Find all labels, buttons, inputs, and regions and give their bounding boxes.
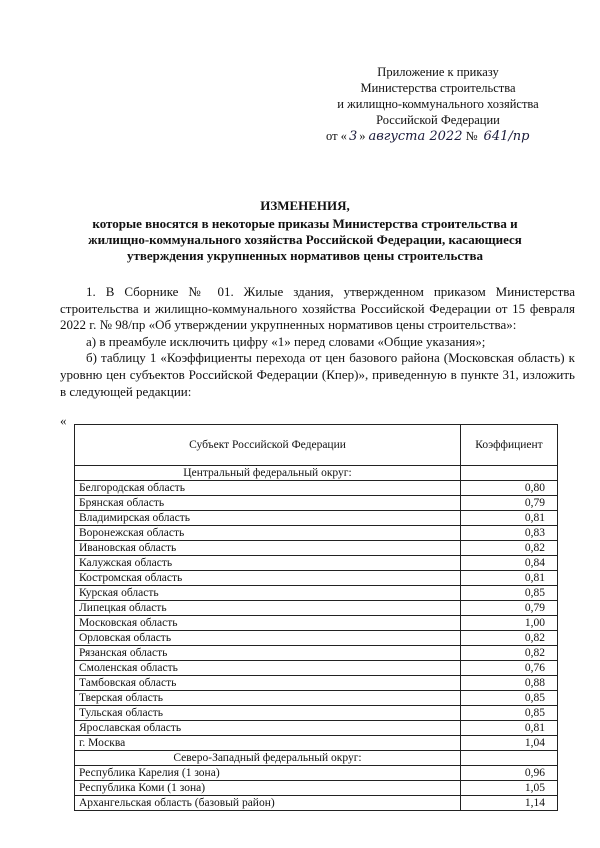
handwritten-number: 641/пр [483, 129, 530, 144]
table-row [75, 496, 558, 511]
paragraph-1: 1. В Сборнике № 01. Жилые здания, утвержденном приказом Министерства строительства и жилищно-коммунального хозяйства Российской Федерации от 15 февраля 2022 г. № 98/пр «Об утверждении укрупненных нормативов цены строительства»: [60, 284, 575, 333]
table-row [75, 676, 558, 691]
region-name: Московская область [75, 616, 461, 631]
group-title: Северо-Западный федеральный округ: [75, 751, 461, 766]
handwritten-month: августа 2022 [368, 129, 463, 144]
region-name: Костромская область [75, 571, 461, 586]
region-name: Калужская область [75, 556, 461, 571]
title-line: которые вносятся в некоторые приказы Министерства строительства и [92, 216, 518, 231]
handwritten-day: 3 [348, 129, 358, 144]
region-name: Тамбовская область [75, 676, 461, 691]
region-name: Орловская область [75, 631, 461, 646]
table-row [75, 706, 558, 721]
date-prefix: от « [326, 129, 347, 143]
coefficient-value: 0,82 [461, 646, 558, 661]
column-header-coefficient: Коэффициент [461, 425, 558, 466]
table-row [75, 766, 558, 781]
appendix-line: Приложение к приказу [377, 65, 499, 79]
title-line: утверждения укрупненных нормативов цены строительства [126, 248, 483, 263]
coefficient-value: 1,14 [461, 796, 558, 811]
table-row [75, 556, 558, 571]
region-name: Брянская область [75, 496, 461, 511]
table-row [75, 526, 558, 541]
table-row [75, 511, 558, 526]
title-heading: ИЗМЕНЕНИЯ, [260, 198, 350, 213]
table-row [75, 721, 558, 736]
coefficient-value: 1,00 [461, 616, 558, 631]
coefficient-value: 0,96 [461, 766, 558, 781]
region-name: Тверская область [75, 691, 461, 706]
region-name: Республика Коми (1 зона) [75, 781, 461, 796]
coefficients-table [74, 424, 558, 811]
coefficient-value: 0,88 [461, 676, 558, 691]
region-name: Владимирская область [75, 511, 461, 526]
paragraph-a: а) в преамбуле исключить цифру «1» перед словами «Общие указания»; [86, 333, 486, 349]
group-title: Центральный федеральный округ: [75, 466, 461, 481]
region-name: Белгородская область [75, 481, 461, 496]
coefficient-value: 0,82 [461, 541, 558, 556]
coefficient-value: 0,81 [461, 721, 558, 736]
coefficient-value: 0,81 [461, 511, 558, 526]
coefficient-value: 1,05 [461, 781, 558, 796]
region-name: Воронежская область [75, 526, 461, 541]
coefficient-value: 0,82 [461, 631, 558, 646]
opening-quote: « [60, 413, 67, 428]
region-name: Ивановская область [75, 541, 461, 556]
order-date-number [318, 128, 558, 145]
empty-cell [461, 751, 558, 766]
region-name: Смоленская область [75, 661, 461, 676]
appendix-line: Российской Федерации [376, 113, 500, 127]
paragraph-b: б) таблицу 1 «Коэффициенты перехода от цен базового района (Московская область) к уровню цен субъектов Российской Федерации (Кпер)», приведенную в пункте 31, изложить в следующей редакции: [60, 350, 575, 399]
table-row [75, 646, 558, 661]
column-header-subject: Субъект Российской Федерации [75, 425, 461, 466]
region-name: Тульская область [75, 706, 461, 721]
date-mid: » [359, 129, 366, 143]
table-row [75, 781, 558, 796]
coefficient-value: 0,79 [461, 601, 558, 616]
coefficient-value: 0,84 [461, 556, 558, 571]
coefficient-value: 0,76 [461, 661, 558, 676]
region-name: Ярославская область [75, 721, 461, 736]
number-prefix: № [465, 129, 478, 143]
appendix-line: и жилищно-коммунального хозяйства [337, 97, 539, 111]
table-row [75, 661, 558, 676]
coefficient-value: 0,83 [461, 526, 558, 541]
table-row [75, 796, 558, 811]
coefficient-value: 1,04 [461, 736, 558, 751]
coefficient-value: 0,85 [461, 706, 558, 721]
table-row [75, 736, 558, 751]
coefficient-value: 0,81 [461, 571, 558, 586]
region-name: Республика Карелия (1 зона) [75, 766, 461, 781]
region-name: Липецкая область [75, 601, 461, 616]
region-name: Курская область [75, 586, 461, 601]
table-row [75, 541, 558, 556]
coefficient-value: 0,85 [461, 586, 558, 601]
group-row [75, 466, 558, 481]
group-row [75, 751, 558, 766]
table-row [75, 616, 558, 631]
empty-cell [461, 466, 558, 481]
table-header-row [75, 425, 558, 466]
table-row [75, 601, 558, 616]
table-row [75, 571, 558, 586]
coefficient-value: 0,85 [461, 691, 558, 706]
region-name: г. Москва [75, 736, 461, 751]
document-title [40, 198, 570, 264]
table-row [75, 691, 558, 706]
region-name: Архангельская область (базовый район) [75, 796, 461, 811]
title-line: жилищно-коммунального хозяйства Российской Федерации, касающиеся [88, 232, 522, 247]
table-row [75, 631, 558, 646]
appendix-header [318, 64, 558, 145]
table-row [75, 586, 558, 601]
coefficient-value: 0,80 [461, 481, 558, 496]
appendix-line: Министерства строительства [360, 81, 516, 95]
table-row [75, 481, 558, 496]
body-text [60, 284, 575, 400]
coefficient-value: 0,79 [461, 496, 558, 511]
region-name: Рязанская область [75, 646, 461, 661]
